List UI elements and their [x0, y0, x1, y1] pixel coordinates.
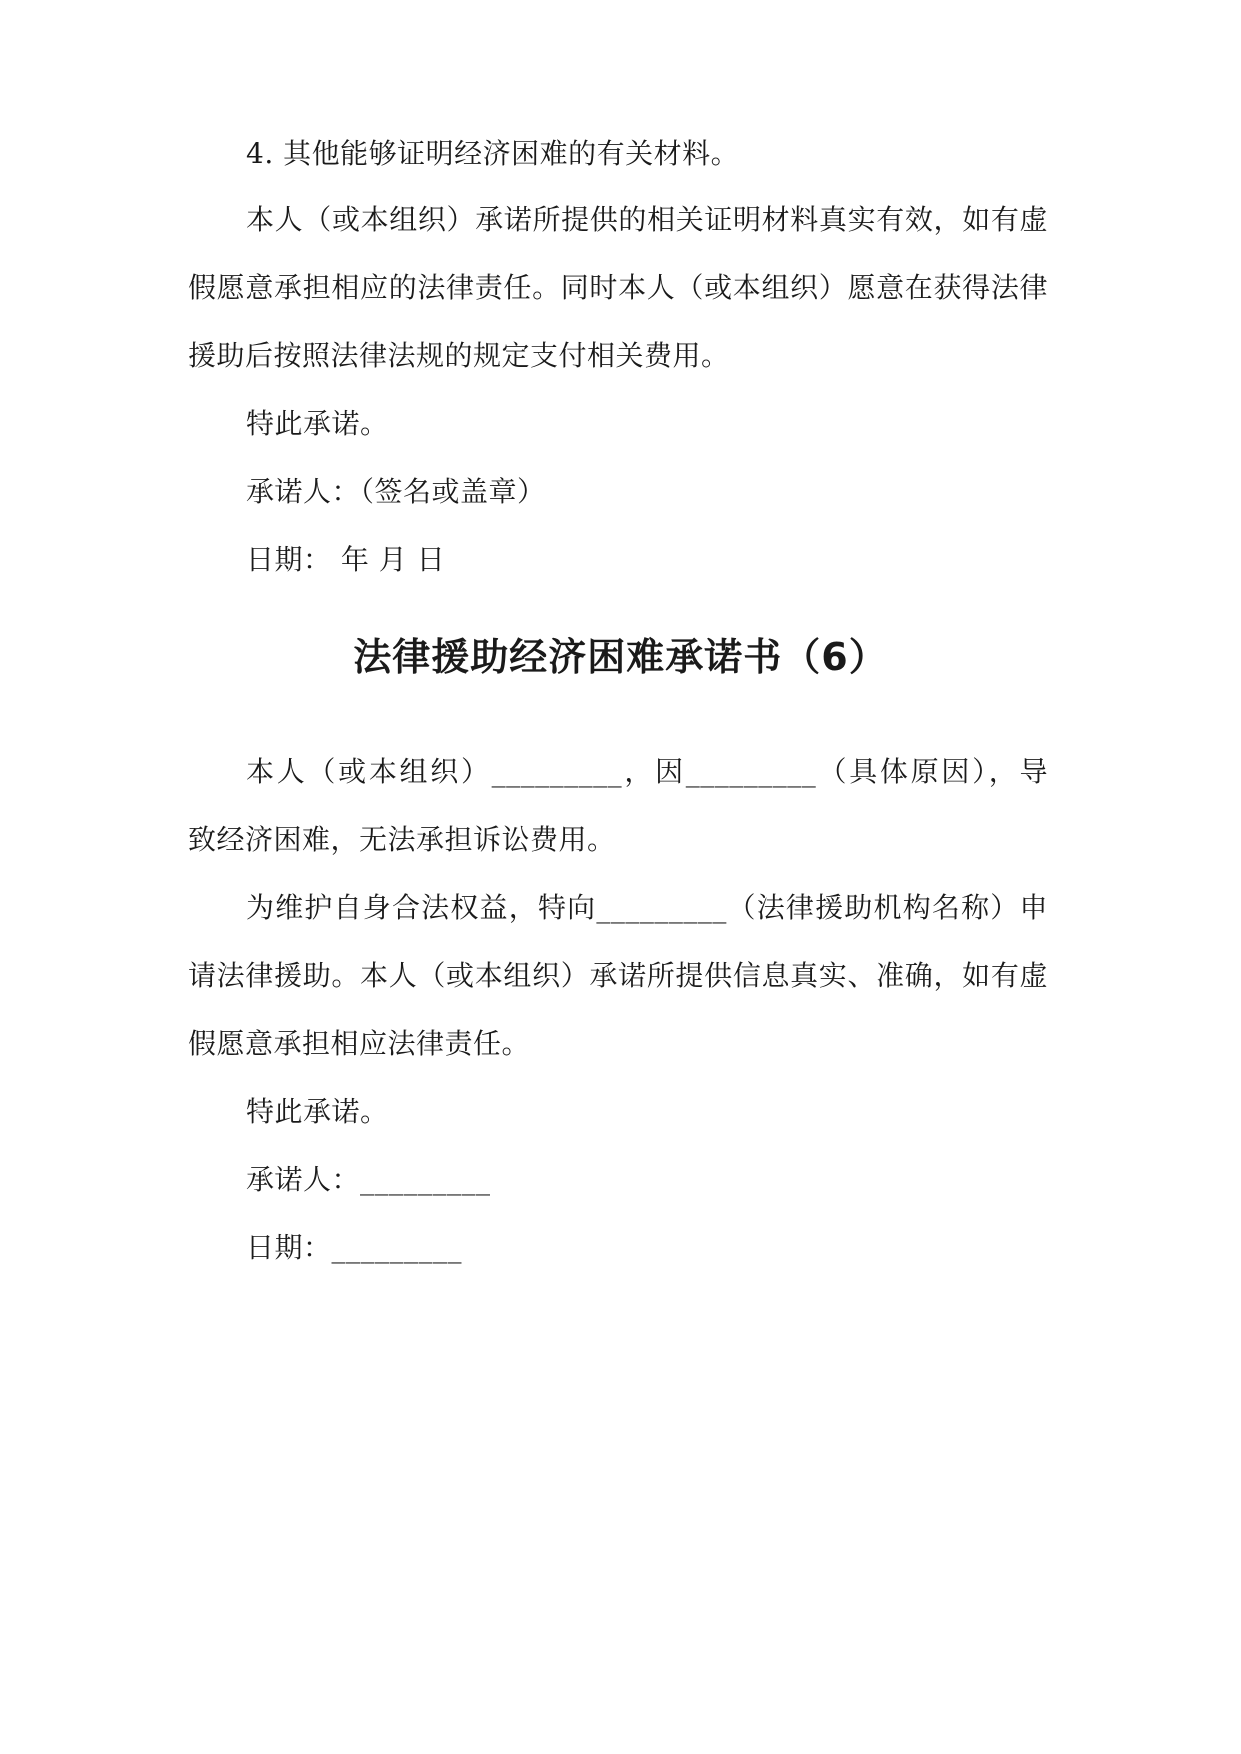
- date-line: 日期： 年 月 日: [246, 543, 446, 576]
- promise-paragraph-line-3: 援助后按照法律法规的规定支付相关费用。: [188, 339, 730, 372]
- signer-line: 承诺人：（签名或盖章）: [246, 475, 546, 508]
- statement-paragraph-line-1: 本人（或本组织）_________，因_________（具体原因），导: [246, 755, 1048, 788]
- promise-paragraph-line-1: 本人（或本组织）承诺所提供的相关证明材料真实有效，如有虚: [246, 203, 1048, 236]
- closing-statement-6: 特此承诺。: [246, 1095, 389, 1128]
- material-item-4: 4. 其他能够证明经济困难的有关材料。: [246, 137, 740, 170]
- application-paragraph-line-1: 为维护自身合法权益，特向_________（法律援助机构名称）申: [246, 891, 1048, 924]
- promise-paragraph-line-2: 假愿意承担相应的法律责任。同时本人（或本组织）愿意在获得法律: [188, 271, 1048, 304]
- date-field: 日期：_________: [246, 1231, 463, 1264]
- application-paragraph-line-3: 假愿意承担相应法律责任。: [188, 1027, 531, 1060]
- statement-paragraph-line-2: 致经济困难，无法承担诉讼费用。: [188, 823, 616, 856]
- document-title: 法律援助经济困难承诺书（6）: [353, 635, 888, 679]
- signer-field: 承诺人：_________: [246, 1163, 491, 1196]
- closing-statement: 特此承诺。: [246, 407, 389, 440]
- application-paragraph-line-2: 请法律援助。本人（或本组织）承诺所提供信息真实、准确，如有虚: [188, 959, 1048, 992]
